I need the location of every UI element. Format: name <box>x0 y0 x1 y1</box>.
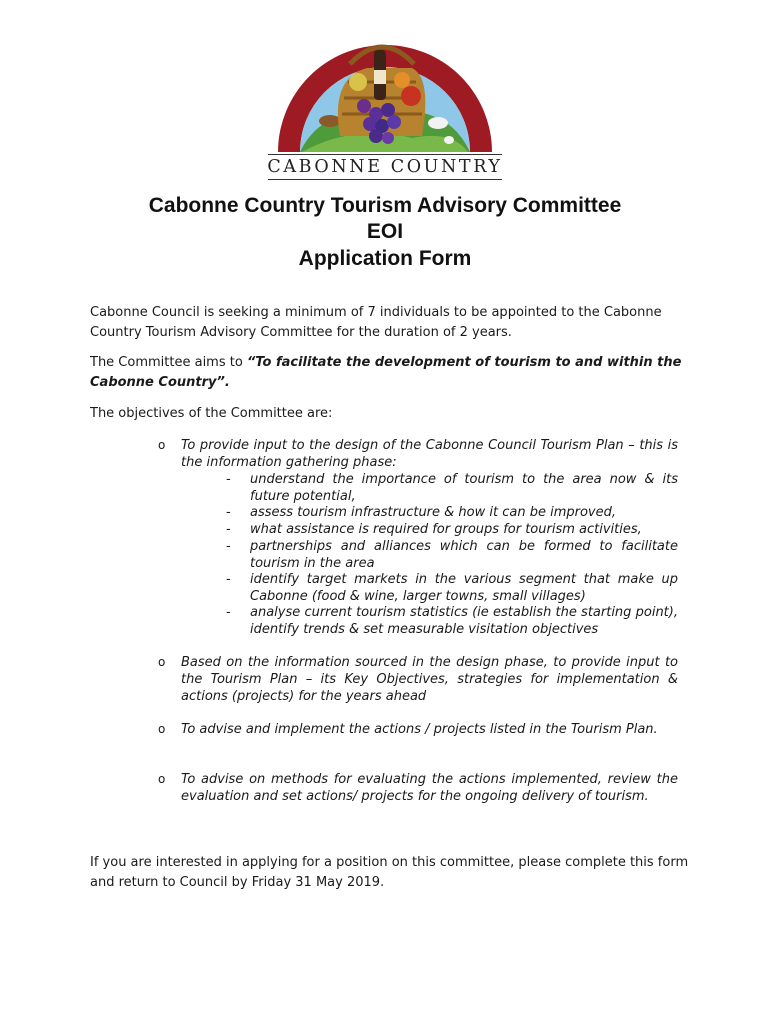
dash-marker: - <box>226 522 231 537</box>
food-basket-icon <box>262 20 508 156</box>
aims-paragraph <box>90 353 690 392</box>
logo-wordmark: CABONNE COUNTRY <box>267 157 503 177</box>
dash-marker: - <box>226 572 231 587</box>
sub-point-item: understand the importance of tourism to the area now & its future potential, <box>250 472 678 504</box>
sub-point-item: partnerships and alliances which can be formed to facilitate tourism in the area <box>250 539 678 571</box>
page-title-eoi: EOI <box>366 220 404 243</box>
objectives-heading: The objectives of the Committee are: <box>90 406 333 421</box>
objective-item: To provide input to the design of the Cabonne Council Tourism Plan – this is the information gathering phase: <box>181 438 678 470</box>
closing-paragraph: If you are interested in applying for a position on this committee, please complete this form and return to Council by Friday 31 May 2019. <box>90 855 689 890</box>
sub-point-item: identify target markets in the various segment that make up Cabonne (food & wine, larger towns, small villages) <box>250 572 678 604</box>
dash-marker: - <box>226 472 231 487</box>
bullet-marker: o <box>158 438 166 452</box>
dash-marker: - <box>226 605 231 620</box>
objective-item: To advise and implement the actions / projects listed in the Tourism Plan. <box>181 722 658 737</box>
bullet-marker: o <box>158 722 166 736</box>
sub-point-item: what assistance is required for groups for tourism activities, <box>250 522 642 537</box>
bullet-marker: o <box>158 655 166 669</box>
dash-marker: - <box>226 505 231 520</box>
page-title: Cabonne Country Tourism Advisory Committee <box>148 194 622 217</box>
objective-item: To advise on methods for evaluating the actions implemented, review the evaluation and set actions/ projects for the ongoing delivery of tourism. <box>181 772 678 804</box>
bullet-marker: o <box>158 772 166 786</box>
dash-marker: - <box>226 539 231 554</box>
logo-rule-bottom <box>268 179 502 180</box>
sub-point-item: analyse current tourism statistics (ie establish the starting point), identify trends & set measurable visitation objectives <box>250 605 678 637</box>
page-title-form: Application Form <box>298 247 472 270</box>
aims-quote: “To facilitate the development of tourism to and within the Cabonne Country”. <box>90 355 682 390</box>
aims-lead: The Committee aims to <box>90 355 247 370</box>
intro-paragraph: Cabonne Council is seeking a minimum of 7 individuals to be appointed to the Cabonne Country Tourism Advisory Committee for the duration of 2 years. <box>90 305 662 340</box>
objective-item: Based on the information sourced in the design phase, to provide input to the Tourism Plan – its Key Objectives, strategies for implementation & actions (projects) for the years ahead <box>181 655 678 704</box>
sub-point-item: assess tourism infrastructure & how it can be improved, <box>250 505 616 520</box>
cabonne-country-logo <box>262 20 508 182</box>
logo-rule-top <box>268 154 502 155</box>
